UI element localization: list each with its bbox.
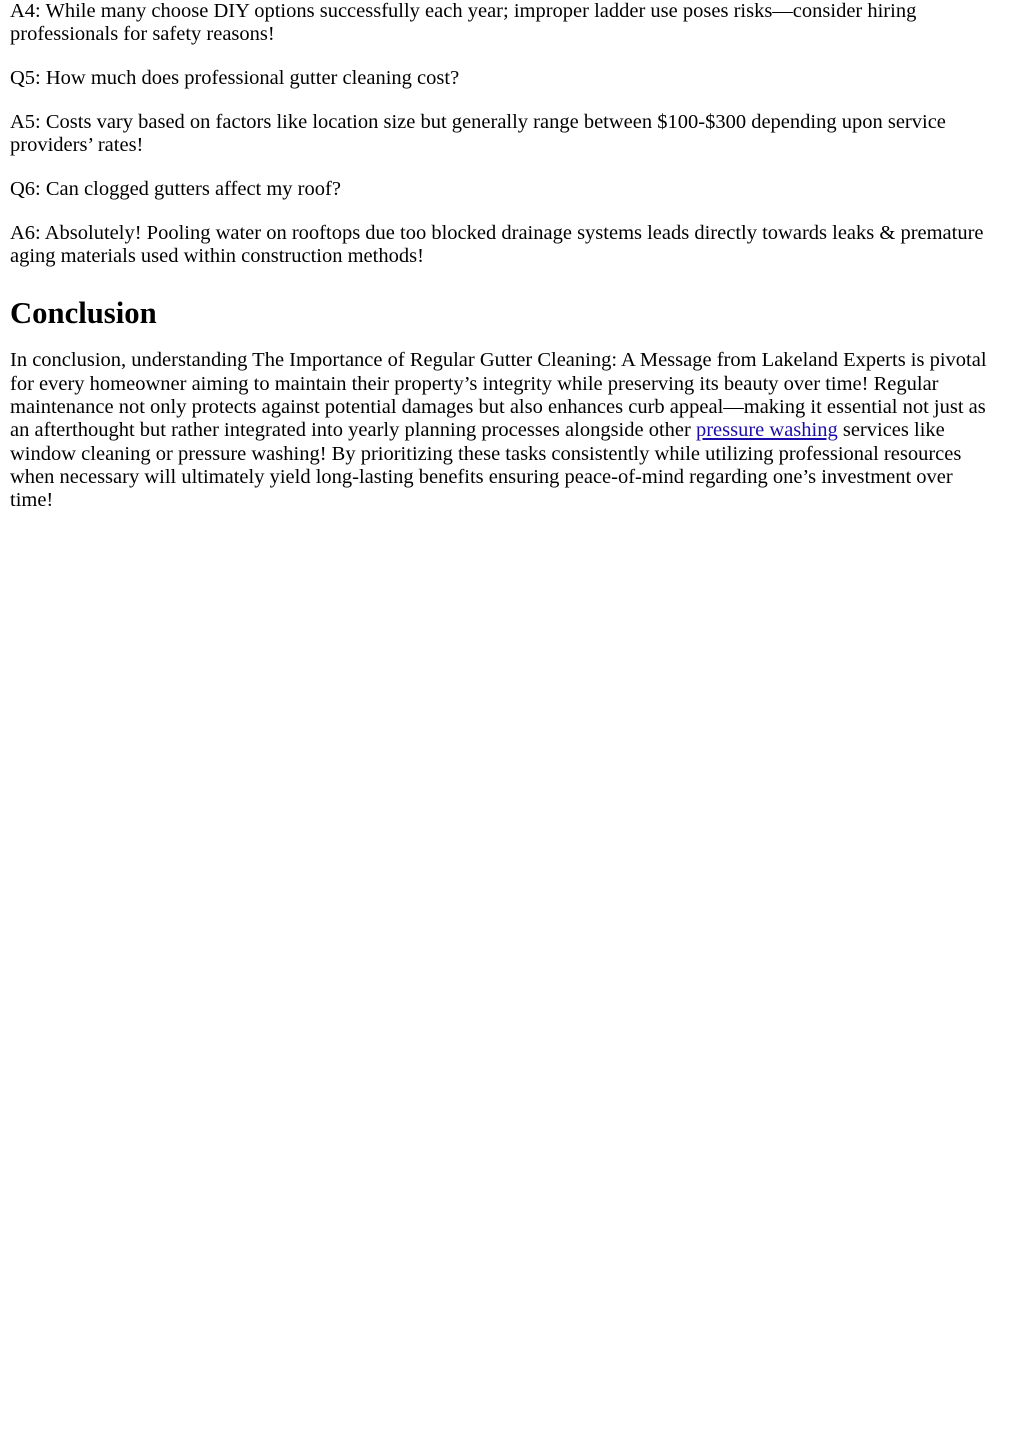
pressure-washing-link[interactable]: pressure washing: [695, 419, 838, 442]
article-content: [0, 0, 1004, 512]
conclusion-heading: Conclusion: [10, 296, 157, 331]
faq-answer-5: A5: Costs vary based on factors like location size but generally range between $100-$300 depending upon service providers’ rates!: [10, 110, 946, 157]
conclusion-text-before-link: In conclusion, understanding The Importance of Regular Gutter Cleaning: A Message from Lakeland Experts is pivotal for every homeowner aiming to maintain their property’s integrity while preserving its beauty over time! Regular maintenance not only protects against potential damages but also enhances curb appeal—making it essential not just as an afterthought but rather integrated into yearly planning processes alongside other: [10, 349, 987, 442]
faq-answer-6: A6: Absolutely! Pooling water on rooftops due too blocked drainage systems leads directly towards leaks & premature aging materials used within construction methods!: [10, 221, 984, 268]
faq-question-6: Q6: Can clogged gutters affect my roof?: [10, 177, 341, 200]
conclusion-paragraph: [10, 349, 994, 512]
faq-section: [10, 0, 994, 268]
faq-question-5: Q5: How much does professional gutter cleaning cost?: [10, 67, 460, 90]
conclusion-text-after-link: services like window cleaning or pressure washing! By prioritizing these tasks consistently while utilizing professional resources when necessary will ultimately yield long-lasting benefits ensuring peace-of-mind regarding one’s investment over time!: [10, 419, 962, 512]
faq-answer-4: A4: While many choose DIY options successfully each year; improper ladder use poses risks—consider hiring professionals for safety reasons!: [10, 0, 917, 46]
